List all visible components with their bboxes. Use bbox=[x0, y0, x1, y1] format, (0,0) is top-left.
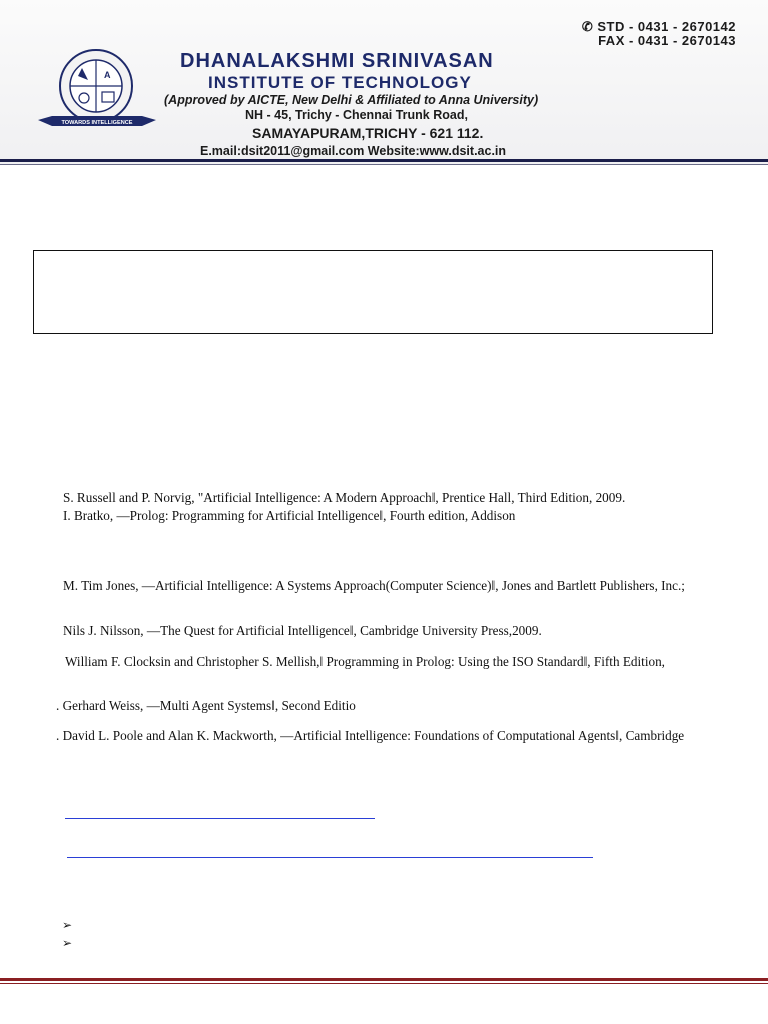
footer-divider bbox=[0, 978, 768, 981]
institute-subtitle: INSTITUTE OF TECHNOLOGY bbox=[208, 73, 472, 92]
reference-item: Nils J. Nilsson, ―The Quest for Artificial Intelligence‖, Cambridge University Press,2009. bbox=[63, 623, 542, 638]
letterhead-divider-thin bbox=[0, 164, 768, 165]
arrow-bullet-icon: ➢ bbox=[62, 918, 73, 932]
reference-item: William F. Clocksin and Christopher S. Mellish,‖ Programming in Prolog: Using the ISO Standard‖, Fifth Edition, bbox=[65, 654, 665, 669]
empty-title-box bbox=[33, 250, 713, 334]
reference-item: M. Tim Jones, ―Artificial Intelligence: A Systems Approach(Computer Science)‖, Jones and Bartlett Publishers, Inc.; bbox=[63, 578, 685, 593]
address-line: NH - 45, Trichy - Chennai Trunk Road, bbox=[245, 108, 468, 122]
phone-number: ✆ STD - 0431 - 2670142 bbox=[581, 19, 736, 34]
contact-line: E.mail:dsit2011@gmail.com Website:www.dsit.ac.in bbox=[200, 144, 507, 158]
reference-item: . Gerhard Weiss, ―Multi Agent Systems‖, Second Editio bbox=[56, 698, 356, 713]
arrow-bullet-icon: ➢ bbox=[62, 936, 73, 950]
svg-text:A: A bbox=[104, 70, 111, 80]
footer-divider-thin bbox=[0, 983, 768, 984]
approval-line: (Approved by AICTE, New Delhi & Affiliated to Anna University) bbox=[164, 93, 539, 107]
fax-number: FAX - 0431 - 2670143 bbox=[598, 33, 736, 48]
city-line: SAMAYAPURAM,TRICHY - 621 112. bbox=[252, 125, 484, 141]
letterhead bbox=[0, 0, 768, 165]
letterhead-divider bbox=[0, 159, 768, 162]
reference-item: I. Bratko, ―Prolog: Programming for Artificial Intelligence‖, Fourth edition, Addison bbox=[63, 508, 516, 523]
hyperlink-underline[interactable] bbox=[67, 857, 593, 858]
logo-banner-text: TOWARDS INTELLIGENCE bbox=[61, 120, 133, 126]
institute-logo bbox=[36, 46, 158, 142]
institute-name: DHANALAKSHMI SRINIVASAN bbox=[180, 50, 494, 72]
reference-item: . David L. Poole and Alan K. Mackworth, ―Artificial Intelligence: Foundations of Computational Agents‖, Cambridge bbox=[56, 728, 685, 743]
reference-item: S. Russell and P. Norvig, "Artificial Intelligence: A Modern Approach‖, Prentice Hall, Third Edition, 2009. bbox=[63, 490, 626, 505]
hyperlink-underline[interactable] bbox=[65, 818, 375, 819]
